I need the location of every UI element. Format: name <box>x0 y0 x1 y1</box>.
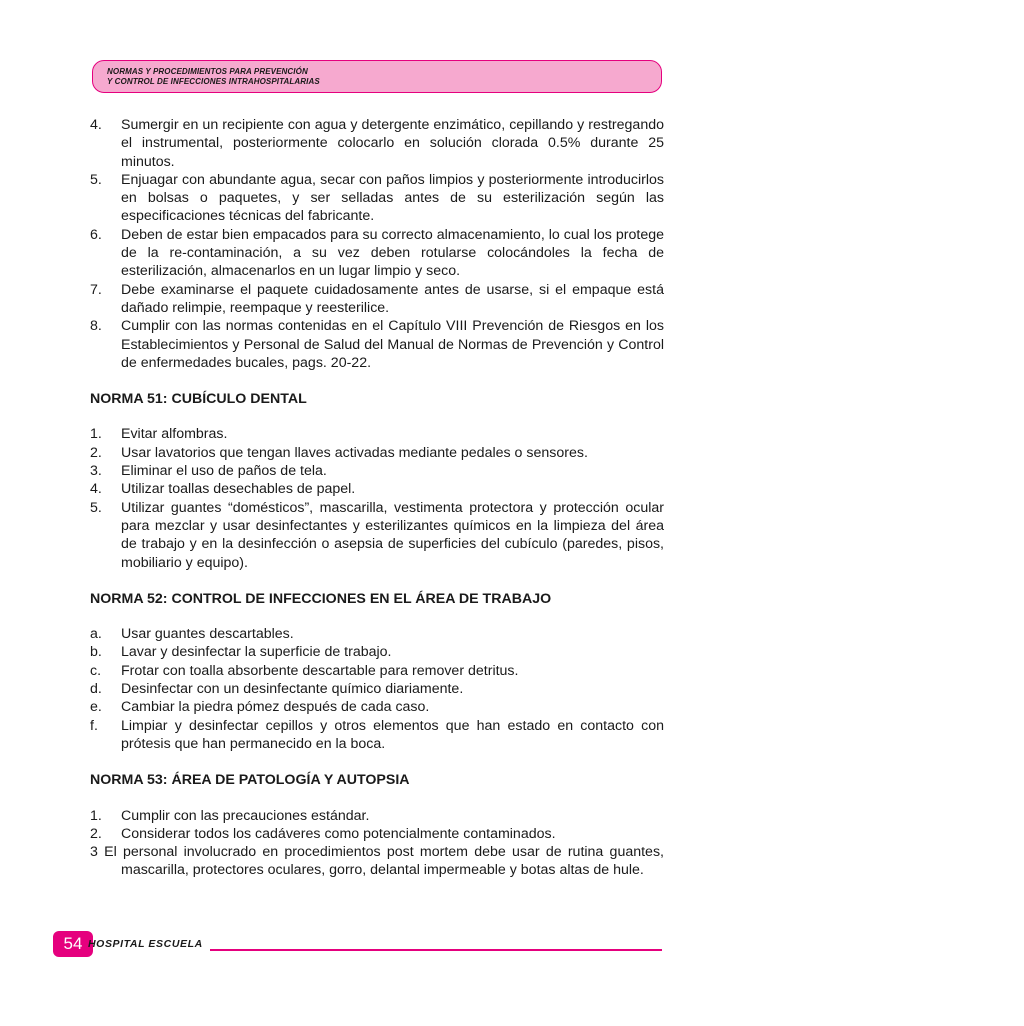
list-item-letter: b. <box>90 644 102 661</box>
list-item <box>90 226 664 281</box>
list-item-number: 1. <box>90 426 102 443</box>
page-header-banner <box>92 60 662 93</box>
list-item-text: Enjuagar con abundante agua, secar con paños limpios y posteriormente introducirlos en bolsas o paquetes, y ser selladas antes de su esterilización según las especificaciones técnicas del fabricante. <box>121 171 664 225</box>
list-item-number: 2. <box>90 825 102 842</box>
section-heading-norma-52: NORMA 52: CONTROL DE INFECCIONES EN EL ÁREA DE TRABAJO <box>90 590 552 607</box>
list-item-text: Limpiar y desinfectar cepillos y otros elementos que han estado en contacto con prótesis que han permanecido en la boca. <box>121 717 664 752</box>
list-item <box>90 480 664 498</box>
list-item <box>90 425 664 443</box>
list-item-number: 4. <box>90 117 102 133</box>
list-item <box>90 116 664 171</box>
list-item-text: Frotar con toalla absorbente descartable para remover detritus. <box>121 662 519 679</box>
page-number-badge: 54 <box>53 931 93 957</box>
list-item-text: El personal involucrado en procedimientos post mortem debe usar de rutina guantes, mascarilla, protectores oculares, gorro, delantal impermeable y botas altas de hule. <box>104 844 664 879</box>
list-item-letter: a. <box>90 626 102 643</box>
list-item-number: 8. <box>90 318 102 335</box>
list-item-number: 4. <box>90 481 102 498</box>
list-item <box>90 444 664 462</box>
footer-rule <box>210 949 662 951</box>
list-item <box>90 807 664 825</box>
list-item-text: Desinfectar con un desinfectante químico diariamente. <box>121 681 464 698</box>
list-item-text: Sumergir en un recipiente con agua y detergente enzimático, cepillando y restregando el instrumental, posteriormente colocarlo en solución clorada 0.5% durante 25 minutos. <box>121 117 664 170</box>
list-item-letter: f. <box>90 717 98 734</box>
list-item-text: Lavar y desinfectar la superficie de trabajo. <box>121 644 392 661</box>
list-item-number: 5. <box>90 499 102 516</box>
list-item-text: Usar guantes descartables. <box>121 626 294 643</box>
list-item <box>90 643 664 661</box>
list-item-number: 5. <box>90 171 102 188</box>
list-item-number: 3. <box>90 463 102 480</box>
list-item-text: Cumplir con las precauciones estándar. <box>121 807 370 824</box>
list-item-letter: c. <box>90 662 102 679</box>
list-item <box>90 317 664 372</box>
list-item-number: 2. <box>90 444 102 461</box>
list-item-number: 7. <box>90 281 102 298</box>
list-item <box>90 281 664 318</box>
list-item <box>90 171 664 226</box>
list-item <box>90 698 664 716</box>
list-item-text: Utilizar guantes “domésticos”, mascarilla, vestimenta protectora y protección ocular para mezclar y usar desinfectantes y esterilizantes químicos en la limpieza del área de trabajo y en la desinfección o asepsia de superficies del cubículo (paredes, pisos, mobiliario y equipo). <box>121 499 664 571</box>
list-item <box>90 825 664 843</box>
list-item-text: Evitar alfombras. <box>121 426 228 443</box>
section-heading-norma-53: NORMA 53: ÁREA DE PATOLOGÍA Y AUTOPSIA <box>90 772 410 789</box>
list-item-text: Debe examinarse el paquete cuidadosamente antes de usarse, si el empaque está dañado relimpie, reempaque y reesterilice. <box>121 281 664 316</box>
list-item-text: Deben de estar bien empacados para su correcto almacenamiento, lo cual los protege de la re-contaminación, a su vez deben rotularse colocándoles la fecha de esterilización, almacenarlos en un lugar limpio y seco. <box>121 226 664 280</box>
list-item-text: Eliminar el uso de paños de tela. <box>121 463 327 480</box>
list-item-number: 6. <box>90 226 102 243</box>
list-item-text: Cambiar la piedra pómez después de cada caso. <box>121 699 430 716</box>
list-item <box>90 499 664 572</box>
list-item <box>90 625 664 643</box>
list-item <box>90 662 664 680</box>
page-content <box>90 116 664 880</box>
list-item-text: Utilizar toallas desechables de papel. <box>121 481 356 498</box>
list-item <box>90 717 664 754</box>
list-item <box>90 462 664 480</box>
list-item-text: Usar lavatorios que tengan llaves activadas mediante pedales o sensores. <box>121 444 588 461</box>
list-item-text: Cumplir con las normas contenidas en el Capítulo VIII Prevención de Riesgos en los Establecimientos y Personal de Salud del Manual de Normas de Prevención y Control de enfermedades bucales, pags. 20-22. <box>121 318 664 371</box>
section-heading-norma-51: NORMA 51: CUBÍCULO DENTAL <box>90 391 307 408</box>
list-item <box>90 680 664 698</box>
list-item-letter: e. <box>90 699 102 716</box>
header-line-1: NORMAS Y PROCEDIMIENTOS PARA PREVENCIÓN <box>107 67 308 76</box>
list-item-letter: d. <box>90 681 102 698</box>
list-item-number: 1. <box>90 807 102 824</box>
footer-label: HOSPITAL ESCUELA <box>88 938 203 950</box>
list-item <box>90 843 664 880</box>
header-line-2: Y CONTROL DE INFECCIONES INTRAHOSPITALARIAS <box>107 77 320 86</box>
list-item-text: Considerar todos los cadáveres como potencialmente contaminados. <box>121 825 556 842</box>
list-item-number: 3 <box>90 844 98 861</box>
